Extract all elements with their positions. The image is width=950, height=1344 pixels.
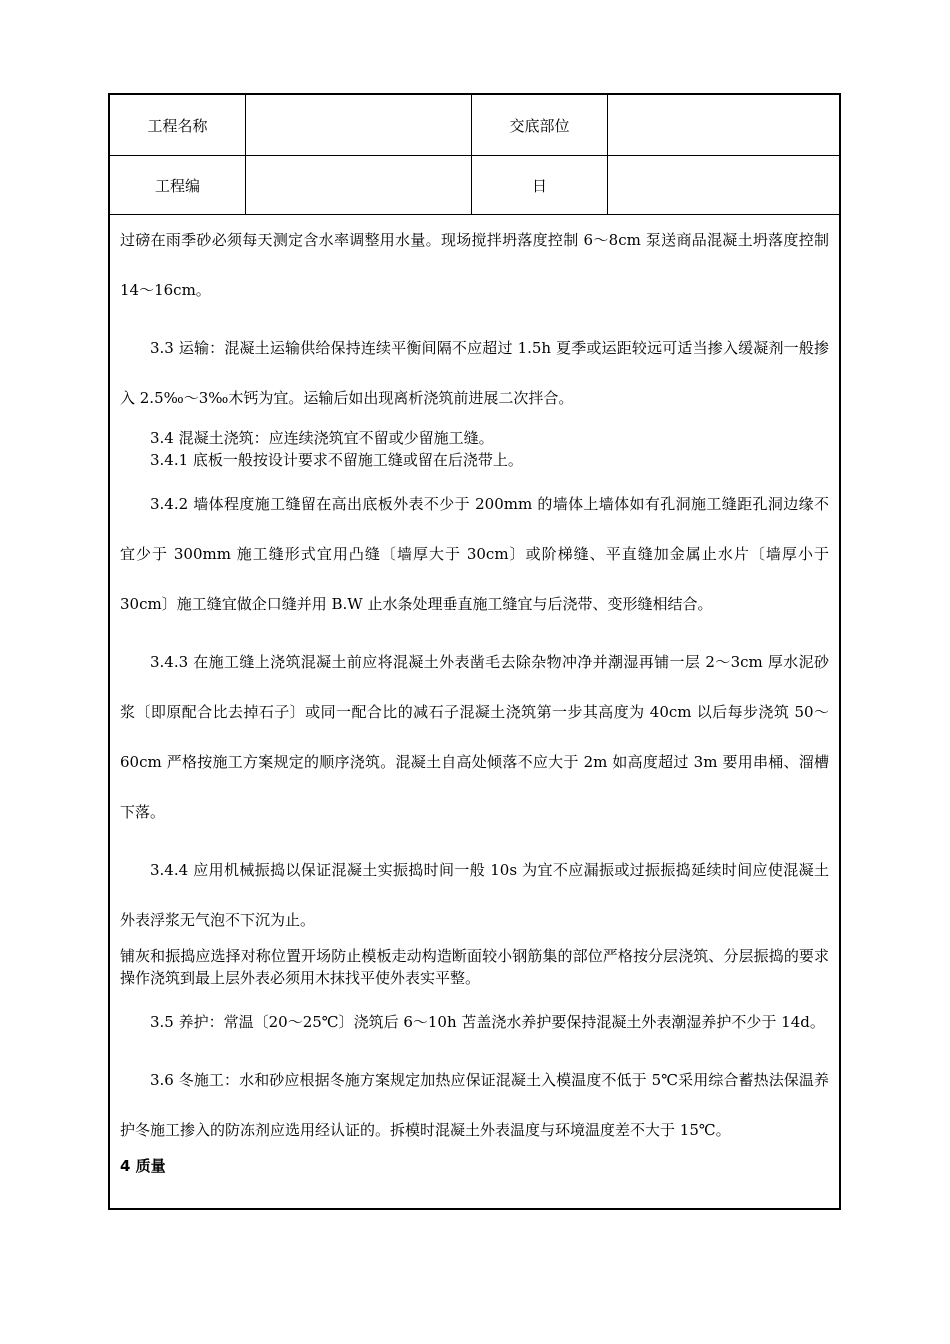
paragraph-3-4-4: 3.4.4 应用机械振捣以保证混凝土实振捣时间一般 10s 为宜不应漏振或过振振捣延续时间应使混凝土外表浮浆无气泡不下沉为止。: [120, 861, 829, 929]
disclosure-location-value: [608, 95, 841, 155]
paragraph-3-4-pouring: 3.4 混凝土浇筑：应连续浇筑宜不留或少留施工缝。: [150, 429, 494, 447]
disclosure-location-label: 交底部位: [509, 116, 570, 135]
paragraph-3-4-3: 3.4.3 在施工缝上浇筑混凝土前应将混凝土外表凿毛去除杂物冲净并潮湿再铺一层 2～3cm 厚水泥砂浆〔即原配合比去掉石子〕或同一配合比的减石子混凝土浇筑第一步其高度为 40cm 以后每步浇筑 50～60cm 严格按施工方案规定的顺序浇筑。混凝土自高处倾落不应大于 2m 如高度超过 3m 要用串桶、溜槽下落。: [120, 653, 829, 821]
paragraph-3-6-winter: 3.6 冬施工：水和砂应根据冬施方案规定加热应保证混凝土入模温度不低于 5℃采用综合蓄热法保温养护冬施工掺入的防冻剂应选用经认证的。拆模时混凝土外表温度与环境温度差不大于 15℃。: [120, 1071, 829, 1139]
project-number-label: 工程编: [154, 176, 200, 195]
date-label: 日: [531, 176, 547, 195]
paragraph-3-5-curing: 3.5 养护：常温〔20～25℃〕浇筑后 6～10h 苫盖浇水养护要保持混凝土外表潮湿养护不少于 14d。: [150, 1013, 825, 1031]
project-name-label: 工程名称: [147, 116, 208, 135]
paragraph-mix-control: 过磅在雨季砂必须每天测定含水率调整用水量。现场搅拌坍落度控制 6～8cm 泵送商品混凝土坍落度控制 14～16cm。: [120, 231, 829, 299]
paragraph-3-4-2: 3.4.2 墙体程度施工缝留在高出底板外表不少于 200mm 的墙体上墙体如有孔洞施工缝距孔洞边缘不宜少于 300mm 施工缝形式宜用凸缝〔墙厚大于 30cm〕或阶梯缝、平直缝加金属止水片〔墙厚小于 30cm〕施工缝宜做企口缝并用 B.W 止水条处理垂直施工缝宜与后浇带、变形缝相结合。: [120, 495, 829, 613]
header-row-1: [110, 95, 839, 156]
disclosure-content: [110, 215, 839, 1177]
project-name-value: [246, 95, 471, 155]
technical-disclosure-table: [108, 93, 841, 1210]
paragraph-3-4-4-cont: 铺灰和振捣应选择对称位置开场防止模板走动构造断面较小钢筋集的部位严格按分层浇筑、分层振捣的要求操作浇筑到最上层外表必须用木抹找平使外表实平整。: [120, 947, 829, 987]
date-value: [608, 156, 841, 214]
section-4-heading: 4 质量: [120, 1157, 166, 1175]
paragraph-3-4-1: 3.4.1 底板一般按设计要求不留施工缝或留在后浇带上。: [150, 451, 523, 469]
header-row-2: [110, 156, 839, 215]
paragraph-3-3-transport: 3.3 运输：混凝土运输供给保持连续平衡间隔不应超过 1.5h 夏季或运距较远可适当掺入缓凝剂一般掺入 2.5‰～3‰木钙为宜。运输后如出现离析浇筑前进展二次拌合。: [120, 339, 829, 407]
project-number-value: [246, 156, 471, 214]
